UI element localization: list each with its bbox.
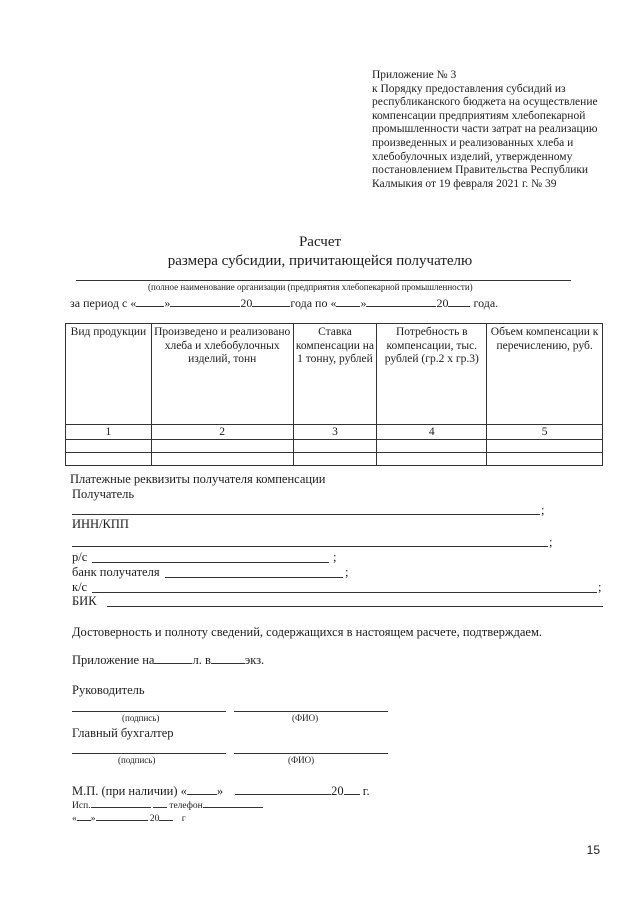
head-fio-line[interactable] (234, 711, 388, 712)
period-year1: 20 (240, 296, 253, 310)
head-sign-line[interactable] (72, 711, 226, 712)
stamp-year[interactable] (344, 784, 360, 795)
accountant-label: Главный бухгалтер (72, 726, 174, 740)
table-number-row (66, 425, 603, 440)
stamp-month[interactable] (235, 784, 331, 795)
bank-line[interactable] (165, 577, 343, 578)
period-year-to[interactable] (448, 296, 470, 307)
header-volume: Объем компенсации к перечислению, руб. (487, 324, 603, 425)
inn-semicolon: ; (549, 535, 553, 549)
period-mid: года по « (290, 296, 337, 310)
rs-semicolon: ; (333, 550, 337, 564)
header-need: Потребность в компенсации, тыс. рублей (гр.2 х гр.3) (377, 324, 487, 425)
bank-semicolon: ; (345, 565, 349, 579)
executor-name[interactable] (91, 799, 151, 808)
stamp-suffix: г. (362, 784, 370, 798)
period-day-to[interactable] (336, 296, 360, 307)
col-number: 1 (66, 425, 152, 440)
executor-quote-close: » (90, 814, 96, 824)
period-month-to[interactable] (366, 296, 436, 307)
org-name-caption: (полное наименование организации (предприятия хлебопекарной промышленности) (148, 282, 473, 292)
table-cell[interactable] (293, 440, 377, 453)
recipient-line[interactable] (72, 514, 540, 515)
table-header-row (66, 324, 603, 425)
accountant-fio-caption: (ФИО) (288, 755, 315, 765)
table-cell[interactable] (151, 440, 293, 453)
executor-year[interactable] (159, 812, 173, 821)
stamp-day[interactable] (187, 784, 217, 795)
stamp-year-prefix: 20 (331, 784, 344, 798)
page-number: 15 (586, 843, 600, 857)
attachment-sheets[interactable] (154, 653, 192, 664)
accountant-sign-line[interactable] (72, 753, 226, 754)
bank-label: банк получателя (72, 565, 160, 579)
executor-year-prefix: 20 (149, 814, 160, 824)
inn-kpp-line[interactable] (72, 546, 548, 547)
requisites-heading: Платежные реквизиты получателя компенсации (70, 472, 326, 486)
table-row (66, 453, 603, 466)
col-number: 2 (151, 425, 293, 440)
stamp-row (72, 784, 370, 799)
table-cell[interactable] (487, 440, 603, 453)
executor-initials[interactable] (153, 799, 167, 808)
head-sign-caption: (подпись) (122, 713, 160, 723)
rs-label: р/с (72, 550, 88, 564)
recipient-label: Получатель (72, 487, 135, 501)
ks-label: к/с (72, 580, 88, 594)
attachment-row (72, 653, 264, 668)
executor-quote-open: « (72, 814, 77, 824)
executor-month[interactable] (96, 812, 148, 821)
phone-label: телефон (169, 801, 203, 811)
document-subtitle: размера субсидии, причитающейся получателю (167, 253, 473, 269)
header-product-type: Вид продукции (66, 324, 152, 425)
rs-line[interactable] (92, 562, 329, 563)
table-cell[interactable] (66, 453, 152, 466)
period-day-from[interactable] (136, 296, 164, 307)
attachment-copies[interactable] (211, 653, 245, 664)
table-cell[interactable] (377, 453, 487, 466)
executor-day[interactable] (77, 812, 91, 821)
header-produced: Произведено и реализовано хлеба и хлебобулочных изделий, тонн (151, 324, 293, 425)
inn-kpp-label: ИНН/КПП (72, 517, 129, 531)
attachment-mid: л. в (192, 653, 211, 667)
stamp-prefix: М.П. (при наличии) « (72, 784, 187, 798)
bik-label: БИК (72, 594, 97, 608)
period-prefix: за период с « (70, 296, 137, 310)
table-cell[interactable] (487, 453, 603, 466)
table-cell[interactable] (66, 440, 152, 453)
bik-line[interactable] (107, 606, 603, 607)
period-month-from[interactable] (170, 296, 240, 307)
period-row (70, 296, 498, 311)
stamp-quote: » (216, 784, 224, 798)
executor-g: г (181, 814, 186, 824)
accountant-fio-line[interactable] (234, 753, 388, 754)
head-fio-caption: (ФИО) (292, 713, 319, 723)
executor-row (72, 799, 263, 811)
org-name-line[interactable] (76, 280, 571, 281)
recipient-semicolon: ; (541, 503, 545, 517)
head-label: Руководитель (72, 683, 145, 697)
table-cell[interactable] (293, 453, 377, 466)
period-quote1: » (164, 296, 171, 310)
period-year-from[interactable] (252, 296, 290, 307)
executor-date-row (72, 812, 186, 824)
ks-semicolon: ; (598, 580, 602, 594)
accountant-sign-caption: (подпись) (118, 755, 156, 765)
table-row (66, 440, 603, 453)
executor-label: Исп. (72, 801, 91, 811)
table-cell[interactable] (377, 440, 487, 453)
phone-field[interactable] (203, 799, 263, 808)
col-number: 3 (293, 425, 377, 440)
confirmation-text: Достоверность и полноту сведений, содержащихся в настоящем расчете, подтверждаем. (72, 625, 542, 639)
col-number: 5 (487, 425, 603, 440)
appendix-note: Приложение № 3 к Порядку предоставления субсидий из республиканского бюджета на осуществление компенсации предприятиям хлебопекарной промышленности части затрат на реализацию произведенных и реализованных хлеба и хлебобулочных изделий, утвержденному постановлением Правительства Республики Калмыкия от 19 февраля 2021 г. № 39 (372, 69, 598, 190)
ks-line[interactable] (92, 592, 597, 593)
attachment-suffix: экз. (244, 653, 265, 667)
period-year2: 20 (436, 296, 449, 310)
table-cell[interactable] (151, 453, 293, 466)
header-rate: Ставка компенсации на 1 тонну, рублей (293, 324, 377, 425)
document-title: Расчет (298, 234, 342, 250)
period-suffix: года. (473, 296, 499, 310)
col-number: 4 (377, 425, 487, 440)
period-quote2: » (360, 296, 367, 310)
compensation-table (65, 323, 603, 466)
attachment-prefix: Приложение на (72, 653, 155, 667)
